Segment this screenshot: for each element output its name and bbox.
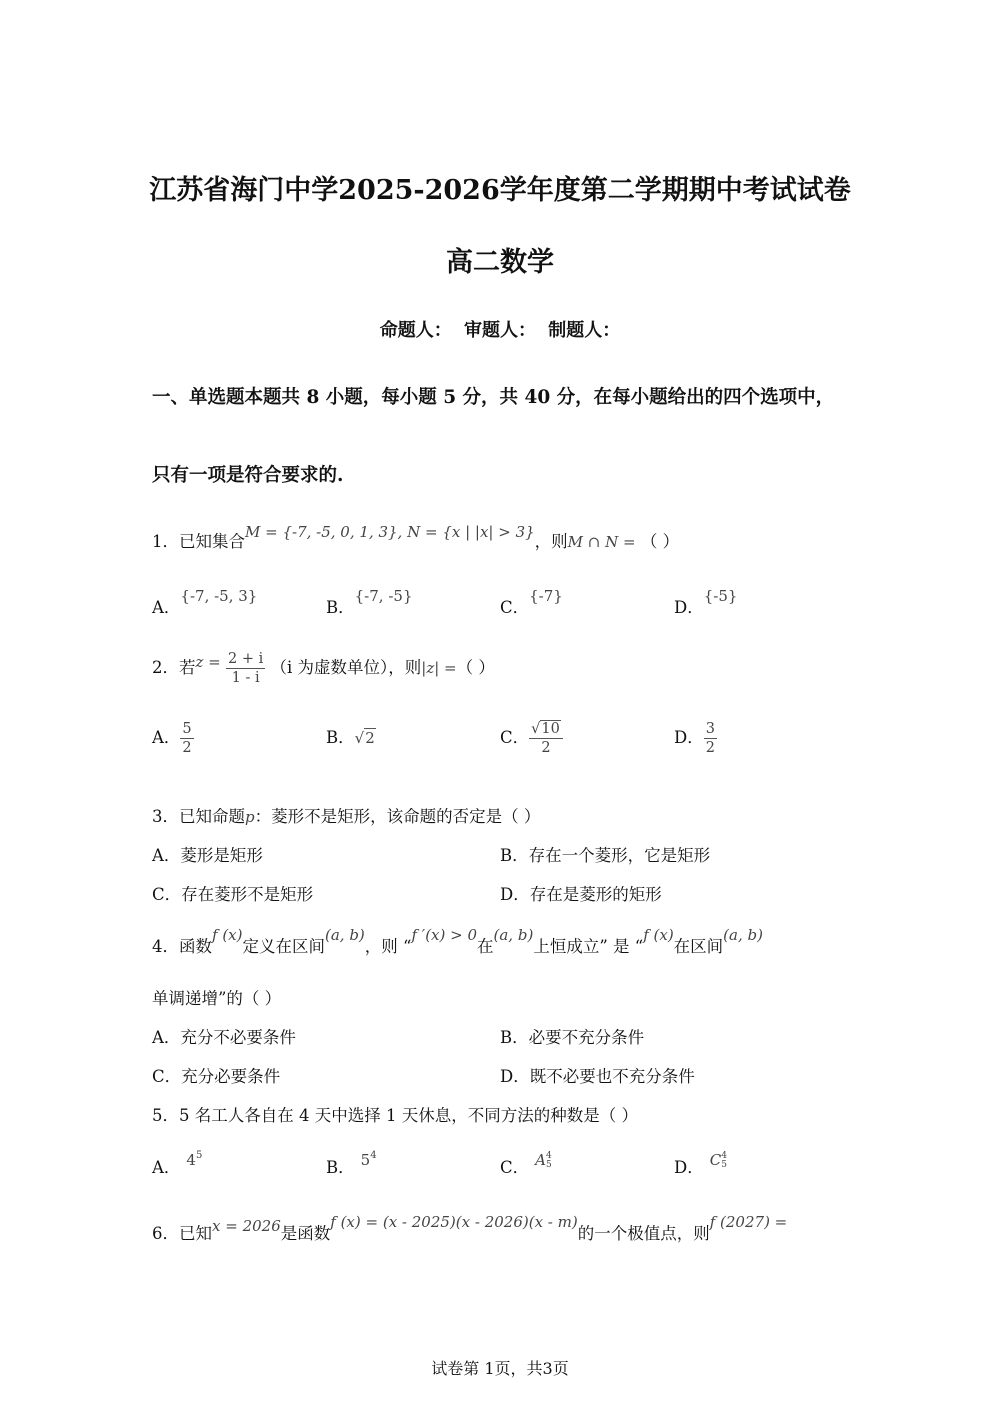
option-label: D． [500,1067,530,1086]
option-label: D． [674,728,704,747]
option-text: 菱形是矩形 [180,846,263,865]
q1-option-b [326,587,413,618]
q4-interval-3: (a, b) [723,926,763,944]
subscript: 5 [545,1160,552,1170]
option-label: A． [152,1028,181,1047]
q6-text-2: 是函数 [280,1224,331,1243]
q4-fprime: f ′(x) > 0 [411,926,478,944]
fraction-numerator [529,720,563,739]
option-label: D． [674,1158,704,1177]
q2-z: z = [195,653,221,671]
question-2-stem [152,644,495,692]
option-label: C． [500,598,530,617]
q4-stem-line2: 单调递增”的（ ） [152,989,282,1008]
question-4-stem [152,926,763,957]
q3-option-a [152,842,263,866]
option-label: B． [326,598,355,617]
option-value: {-7, -5, 3} [180,587,258,605]
q2-prefix: 2．若 [152,658,196,677]
option-text: 存在菱形不是矩形 [181,885,314,904]
q1-expr: M ∩ N = [567,533,636,551]
q6-text-1: 6．已知 [152,1224,212,1243]
sqrt-radicand: 10 [541,720,560,737]
option-text: 必要不充分条件 [528,1028,645,1047]
option-value: {-7, -5} [354,587,413,605]
option-label: A． [152,728,181,747]
q2-fraction [226,650,265,687]
option-label: D． [500,885,530,904]
option-text: 存在是菱形的矩形 [529,885,662,904]
fraction-denominator: 2 [705,740,715,756]
option-text: 既不必要也不充分条件 [529,1067,695,1086]
q4-text-3: ，则 “ [364,937,412,956]
question-5-stem: 5．5 名工人各自在 4 天中选择 1 天休息，不同方法的种数是（ ） [152,1106,638,1125]
q2-mid: （i 为虚数单位），则 [270,658,422,677]
q1-sets: M = {-7, -5, 0, 1, 3}, N = {x | |x| > 3} [245,523,535,541]
q5-option-d [674,1151,727,1178]
q4-fx: f (x) [212,926,243,944]
q1-option-c [500,587,563,618]
q1-mid: ，则 [534,532,568,551]
power-exponent: 5 [195,1150,203,1161]
option-label: B． [500,1028,529,1047]
q6-f2027: f (2027) = [709,1213,788,1231]
q1-option-d [674,587,738,618]
q5-option-a [152,1150,203,1178]
question-6-stem [152,1213,788,1244]
option-fraction [180,720,193,757]
subscript: 5 [721,1160,727,1170]
fraction-numerator: 2 + i [226,650,265,669]
q6-text-3: 的一个极值点，则 [577,1224,710,1243]
q4-interval-1: (a, b) [324,926,365,944]
fraction-denominator: 1 - i [231,670,260,686]
q3-stem-text: 3．已知命题 [152,807,245,826]
option-text: 充分不必要条件 [180,1028,296,1047]
sqrt-icon: √ [531,720,541,737]
fraction-numerator: 3 [704,720,717,739]
q3-option-b [500,842,710,866]
sqrt-icon: √ [354,729,365,747]
question-1-stem [152,523,680,552]
q1-option-a [152,587,258,618]
section-heading-line1: 一、单选题本题共 8 小题，每小题 5 分，共 40 分，在每小题给出的四个选项中， [152,387,835,408]
q2-option-b [326,712,376,764]
q4-interval-2: (a, b) [493,926,534,944]
q4-option-a [152,1024,296,1048]
option-label: A． [152,846,181,865]
subject-title: 高二数学 [446,247,554,278]
superscript: 4 [545,1151,552,1161]
page-footer: 试卷第 1页，共3页 [431,1359,569,1378]
option-label: B． [326,1158,355,1177]
option-label: C． [152,1067,182,1086]
option-label: D． [674,598,704,617]
q3-option-c [152,881,313,905]
q4-text-5: 上恒成立” 是 “ [533,937,644,956]
q2-abs: |z| = [421,659,457,677]
q4-text-6: 在区间 [673,937,724,956]
option-fraction [704,720,717,757]
option-label: C． [500,1158,530,1177]
section-heading-line2: 只有一项是符合要求的. [152,465,344,486]
option-fraction [529,720,563,757]
option-label: C． [152,885,182,904]
exam-title: 江苏省海门中学2025-2026学年度第二学期期中考试试卷 [149,175,851,206]
option-label: A． [152,598,181,617]
fraction-numerator: 5 [180,720,193,739]
q4-option-d [500,1063,695,1087]
q1-paren: （ ） [640,532,680,551]
q2-option-a [152,712,194,764]
q4-option-c [152,1063,280,1087]
q3-stem-rest: ：菱形不是矩形，该命题的否定是（ ） [254,807,541,826]
option-label: B． [326,728,355,747]
power-base: 4 [186,1151,196,1169]
question-3-stem [152,803,540,827]
fraction-denominator: 2 [541,740,551,756]
q4-option-b [500,1024,644,1048]
power-base: 5 [360,1151,371,1169]
q4-fx-2: f (x) [643,926,674,944]
setters-line: 命题人： 审题人： 制题人： [379,320,621,341]
option-label: B． [500,846,529,865]
option-text: 充分必要条件 [181,1067,281,1086]
q5-option-b [326,1150,377,1178]
option-label: C． [500,728,530,747]
q4-text-1: 4．函数 [152,937,212,956]
combination-symbol: C [709,1151,722,1169]
option-text: 存在一个菱形，它是矩形 [528,846,711,865]
q3-option-d [500,881,662,905]
fraction-denominator: 2 [182,740,192,756]
q5-option-c [500,1151,552,1178]
q2-option-d [674,712,717,764]
q4-text-4: 在 [477,937,494,956]
option-label: A． [152,1158,181,1177]
option-value: {-7} [529,587,563,605]
q6-x: x = 2026 [212,1217,281,1235]
option-value: 2 [365,729,375,747]
power-exponent: 4 [370,1150,377,1161]
q4-text-2: 定义在区间 [242,937,325,956]
q2-option-c [500,712,563,764]
option-value: {-5} [703,587,738,605]
q2-paren: （ ） [456,658,495,677]
q6-function: f (x) = (x - 2025)(x - 2026)(x - m) [330,1213,578,1231]
q1-prefix: 1．已知集合 [152,532,245,551]
superscript: 4 [721,1151,727,1161]
arrangement-symbol: A [535,1151,546,1169]
q3-p: p [245,808,255,826]
